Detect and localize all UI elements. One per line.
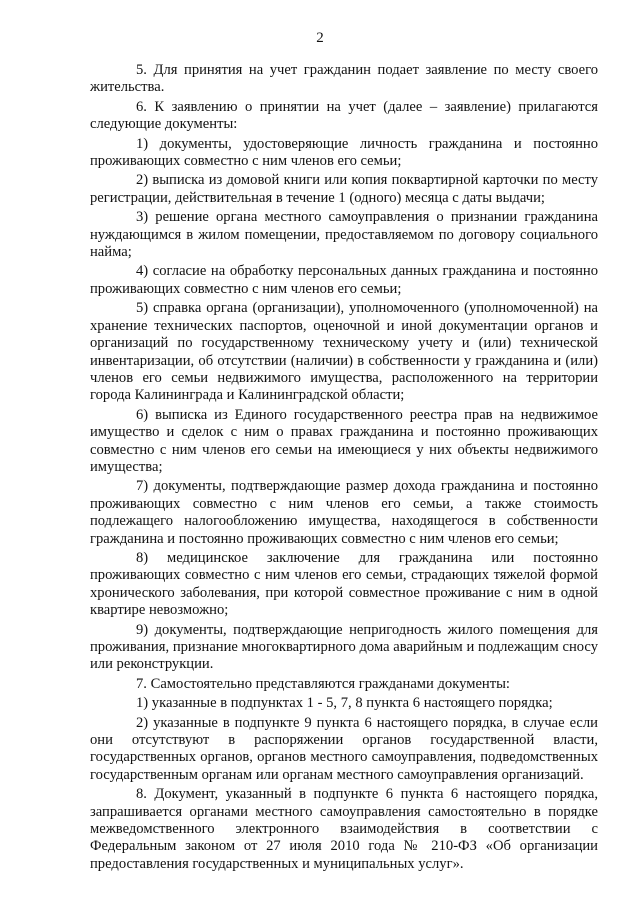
page-number: 2 (316, 30, 324, 46)
document-body (90, 62, 598, 873)
list-item-7-1: 1) указанные в подпунктах 1 - 5, 7, 8 пункта 6 настоящего порядка; (136, 695, 553, 712)
list-item-6-7: 7) документы, подтверждающие размер дохода гражданина и постоянно проживающих совместно с ним членов его семьи, а также стоимость подлежащего налогообложению имущества, находящегося в собственности гражданина и постоянно проживающих совместно с ним членов его семьи; (90, 478, 598, 547)
list-item-7-2: 2) указанные в подпункте 9 пункта 6 настоящего порядка, в случае если они отсутствуют в распоряжении органов государственной власти, государственных органов, органов местного самоуправления, подведомственных государственным органам или органам местного самоуправления организаций. (90, 714, 598, 783)
paragraph-5: 5. Для принятия на учет гражданин подает заявление по месту своего жительства. (90, 62, 598, 96)
paragraph-7: 7. Самостоятельно представляются гражданами документы: (136, 675, 510, 692)
list-item-6-1: 1) документы, удостоверяющие личность гражданина и постоянно проживающих совместно с ним членов его семьи; (90, 135, 598, 170)
list-item-6-4: 4) согласие на обработку персональных данных гражданина и постоянно проживающих совместно с ним членов его семьи; (90, 263, 598, 297)
list-item-6-3: 3) решение органа местного самоуправления о признании гражданина нуждающимся в жилом помещении, предоставляемом по договору социального найма; (90, 209, 598, 261)
paragraph-8: 8. Документ, указанный в подпункте 6 пункта 6 настоящего порядка, запрашивается органами местного самоуправления самостоятельно в порядке межведомственного электронного взаимодействия в соответствии с Федеральным законом от 27 июля 2010 года № 210-ФЗ «Об организации предоставления государственных и муниципальных услуг». (90, 786, 598, 872)
list-item-6-2: 2) выписка из домовой книги или копия поквартирной карточки по месту регистрации, действительная в течение 1 (одного) месяца с даты выдачи; (90, 172, 598, 206)
list-item-6-5: 5) справка органа (организации), уполномоченного (уполномоченной) на хранение технических паспортов, оценочной и иной документации органов и организаций по государственному техническому учету и (или) технической инвентаризации, об отсутствии (наличии) в собственности у гражданина и (или) членов его семьи недвижимого имущества, расположенного на территории города Калининграда и Калининградской области; (90, 300, 598, 404)
list-item-6-8: 8) медицинское заключение для гражданина или постоянно проживающих совместно с ним членов его семьи, страдающих тяжелой формой хронического заболевания, при которой совместное проживание с ним в одной квартире невозможно; (90, 549, 598, 619)
list-item-6-9: 9) документы, подтверждающие непригодность жилого помещения для проживания, признание многоквартирного дома аварийным и подлежащим сносу или реконструкции. (90, 621, 598, 673)
paragraph-6: 6. К заявлению о принятии на учет (далее – заявление) прилагаются следующие документы: (90, 98, 598, 133)
list-item-6-6: 6) выписка из Единого государственного реестра прав на недвижимое имущество и сделок с ним о правах гражданина и постоянно проживающих совместно с ним членов его семьи на имеющиеся у них объекты недвижимого имущества; (90, 406, 598, 475)
